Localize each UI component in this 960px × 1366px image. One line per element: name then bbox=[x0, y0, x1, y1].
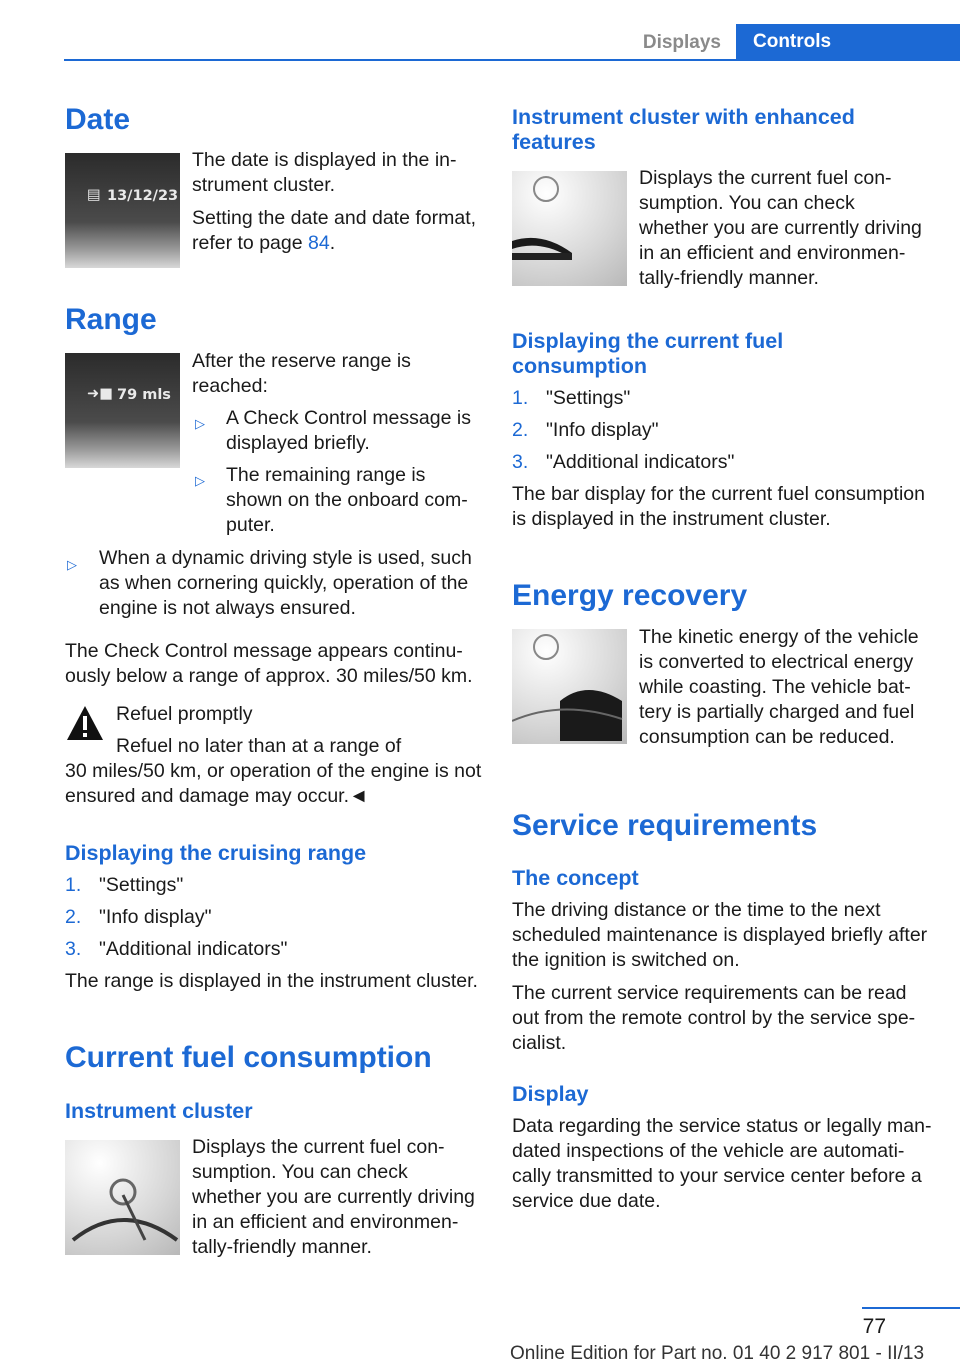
concept-text-1b: scheduled maintenance is displayed briefly after bbox=[512, 924, 928, 946]
display-text-c: cally transmitted to your service center before a bbox=[512, 1165, 922, 1187]
header-rule bbox=[64, 59, 960, 61]
displaying-step-1: "Settings" bbox=[546, 387, 631, 409]
fuel-gauge-image bbox=[65, 1140, 180, 1255]
enhanced-text-d: in an efficient and environmen- bbox=[639, 242, 906, 264]
range-bullet-3a: When a dynamic driving style is used, such bbox=[99, 547, 472, 569]
range-bullet-3b: as when cornering quickly, operation of the bbox=[99, 572, 469, 594]
concept-text-2c: cialist. bbox=[512, 1032, 567, 1054]
date-display-text: 13/12/23 bbox=[107, 188, 179, 204]
fuel-text-e: tally-friendly manner. bbox=[192, 1236, 372, 1258]
service-requirements-heading: Service requirements bbox=[512, 809, 818, 842]
page-link-84[interactable]: 84 bbox=[308, 232, 330, 254]
energy-text-e: consumption can be reduced. bbox=[639, 726, 895, 748]
displaying-step-2: "Info display" bbox=[546, 419, 659, 441]
enhanced-text-a: Displays the current fuel con- bbox=[639, 167, 892, 189]
fuel-text-a: Displays the current fuel con- bbox=[192, 1136, 445, 1158]
range-intro-b: reached: bbox=[192, 375, 268, 397]
tab-controls[interactable]: Controls bbox=[736, 24, 960, 60]
fuel-consumption-heading: Current fuel consumption bbox=[65, 1041, 432, 1074]
displaying-after-b: is displayed in the instrument cluster. bbox=[512, 508, 831, 530]
date-display-image bbox=[65, 153, 180, 268]
step-number: 2. bbox=[65, 906, 82, 928]
step-number: 1. bbox=[512, 387, 529, 409]
cruising-step-1: "Settings" bbox=[99, 874, 184, 896]
displaying-fuel-heading-b: consumption bbox=[512, 354, 647, 378]
cruising-step-3: "Additional indicators" bbox=[99, 938, 288, 960]
enhanced-text-b: sumption. You can check bbox=[639, 192, 855, 214]
displaying-fuel-heading-a: Displaying the current fuel bbox=[512, 329, 784, 353]
range-bullet-3c: engine is not always ensured. bbox=[99, 597, 356, 619]
concept-heading: The concept bbox=[512, 866, 639, 890]
fuel-text-d: in an efficient and environmen- bbox=[192, 1211, 459, 1233]
page-number: 77 bbox=[862, 1315, 886, 1338]
range-bullet-1b: displayed briefly. bbox=[226, 432, 370, 454]
concept-text-2a: The current service requirements can be read bbox=[512, 982, 907, 1004]
enhanced-heading-a: Instrument cluster with enhanced bbox=[512, 105, 855, 129]
range-bullet-2b: shown on the onboard com- bbox=[226, 489, 468, 511]
range-heading: Range bbox=[65, 303, 157, 336]
display-text-a: Data regarding the service status or legally man- bbox=[512, 1115, 932, 1137]
energy-text-a: The kinetic energy of the vehicle bbox=[639, 626, 919, 648]
gauge-icon bbox=[512, 171, 627, 286]
bullet-arrow-icon: ▷ bbox=[195, 416, 205, 431]
tab-displays[interactable]: Displays bbox=[642, 32, 721, 53]
range-para-a: The Check Control message appears continu- bbox=[65, 640, 463, 662]
date-text-1b: strument cluster. bbox=[192, 174, 336, 196]
fuel-text-c: whether you are currently driving bbox=[192, 1186, 475, 1208]
warning-icon bbox=[65, 704, 105, 742]
cruising-range-heading: Displaying the cruising range bbox=[65, 841, 367, 865]
date-text-1a: The date is displayed in the in- bbox=[192, 149, 457, 171]
enhanced-text-e: tally-friendly manner. bbox=[639, 267, 819, 289]
warning-text-c: ensured and damage may occur.◄ bbox=[65, 785, 369, 807]
footer-rule bbox=[862, 1307, 960, 1309]
display-heading: Display bbox=[512, 1082, 589, 1106]
online-edition-note: Online Edition for Part no. 01 40 2 917 801 - II/13 bbox=[510, 1343, 925, 1364]
energy-recovery-heading: Energy recovery bbox=[512, 579, 748, 612]
date-heading: Date bbox=[65, 103, 131, 136]
range-display-text: 79 mls bbox=[117, 387, 171, 403]
instrument-cluster-heading: Instrument cluster bbox=[65, 1099, 253, 1123]
displaying-after-a: The bar display for the current fuel consumption bbox=[512, 483, 925, 505]
step-number: 3. bbox=[512, 451, 529, 473]
warning-title: Refuel promptly bbox=[116, 703, 253, 725]
gauge-icon bbox=[512, 629, 627, 744]
concept-text-1a: The driving distance or the time to the next bbox=[512, 899, 881, 921]
cruising-step-2: "Info display" bbox=[99, 906, 212, 928]
displaying-step-3: "Additional indicators" bbox=[546, 451, 735, 473]
gauge-icon bbox=[65, 1140, 180, 1255]
calendar-icon: ▤ bbox=[87, 187, 101, 203]
step-number: 3. bbox=[65, 938, 82, 960]
fuel-pump-icon: ➜■ bbox=[87, 386, 113, 402]
step-number: 2. bbox=[512, 419, 529, 441]
range-bullet-1a: A Check Control message is bbox=[226, 407, 471, 429]
display-text-d: service due date. bbox=[512, 1190, 661, 1212]
energy-gauge-image bbox=[512, 629, 627, 744]
range-bullet-2a: The remaining range is bbox=[226, 464, 426, 486]
concept-text-2b: out from the remote control by the service spe- bbox=[512, 1007, 916, 1029]
step-number: 1. bbox=[65, 874, 82, 896]
fuel-text-b: sumption. You can check bbox=[192, 1161, 408, 1183]
date-text-2b: refer to page 84. bbox=[192, 232, 336, 254]
enhanced-heading-b: features bbox=[512, 130, 596, 154]
date-text-2a: Setting the date and date format, bbox=[192, 207, 477, 229]
energy-text-b: is converted to electrical energy bbox=[639, 651, 914, 673]
range-para-b: ously below a range of approx. 30 miles/50 km. bbox=[65, 665, 473, 687]
warning-text-b: 30 miles/50 km, or operation of the engine is not bbox=[65, 760, 482, 782]
concept-text-1c: the ignition is switched on. bbox=[512, 949, 740, 971]
energy-text-d: tery is partially charged and fuel bbox=[639, 701, 915, 723]
bullet-arrow-icon: ▷ bbox=[67, 557, 77, 572]
bullet-arrow-icon: ▷ bbox=[195, 473, 205, 488]
range-display-image bbox=[65, 353, 180, 468]
range-bullet-2c: puter. bbox=[226, 514, 275, 536]
cruising-after: The range is displayed in the instrument cluster. bbox=[65, 970, 478, 992]
range-intro-a: After the reserve range is bbox=[192, 350, 411, 372]
display-text-b: dated inspections of the vehicle are automati- bbox=[512, 1140, 905, 1162]
warning-text-a: Refuel no later than at a range of bbox=[116, 735, 402, 757]
energy-text-c: while coasting. The vehicle bat- bbox=[639, 676, 911, 698]
enhanced-text-c: whether you are currently driving bbox=[639, 217, 922, 239]
enhanced-gauge-image bbox=[512, 171, 627, 286]
